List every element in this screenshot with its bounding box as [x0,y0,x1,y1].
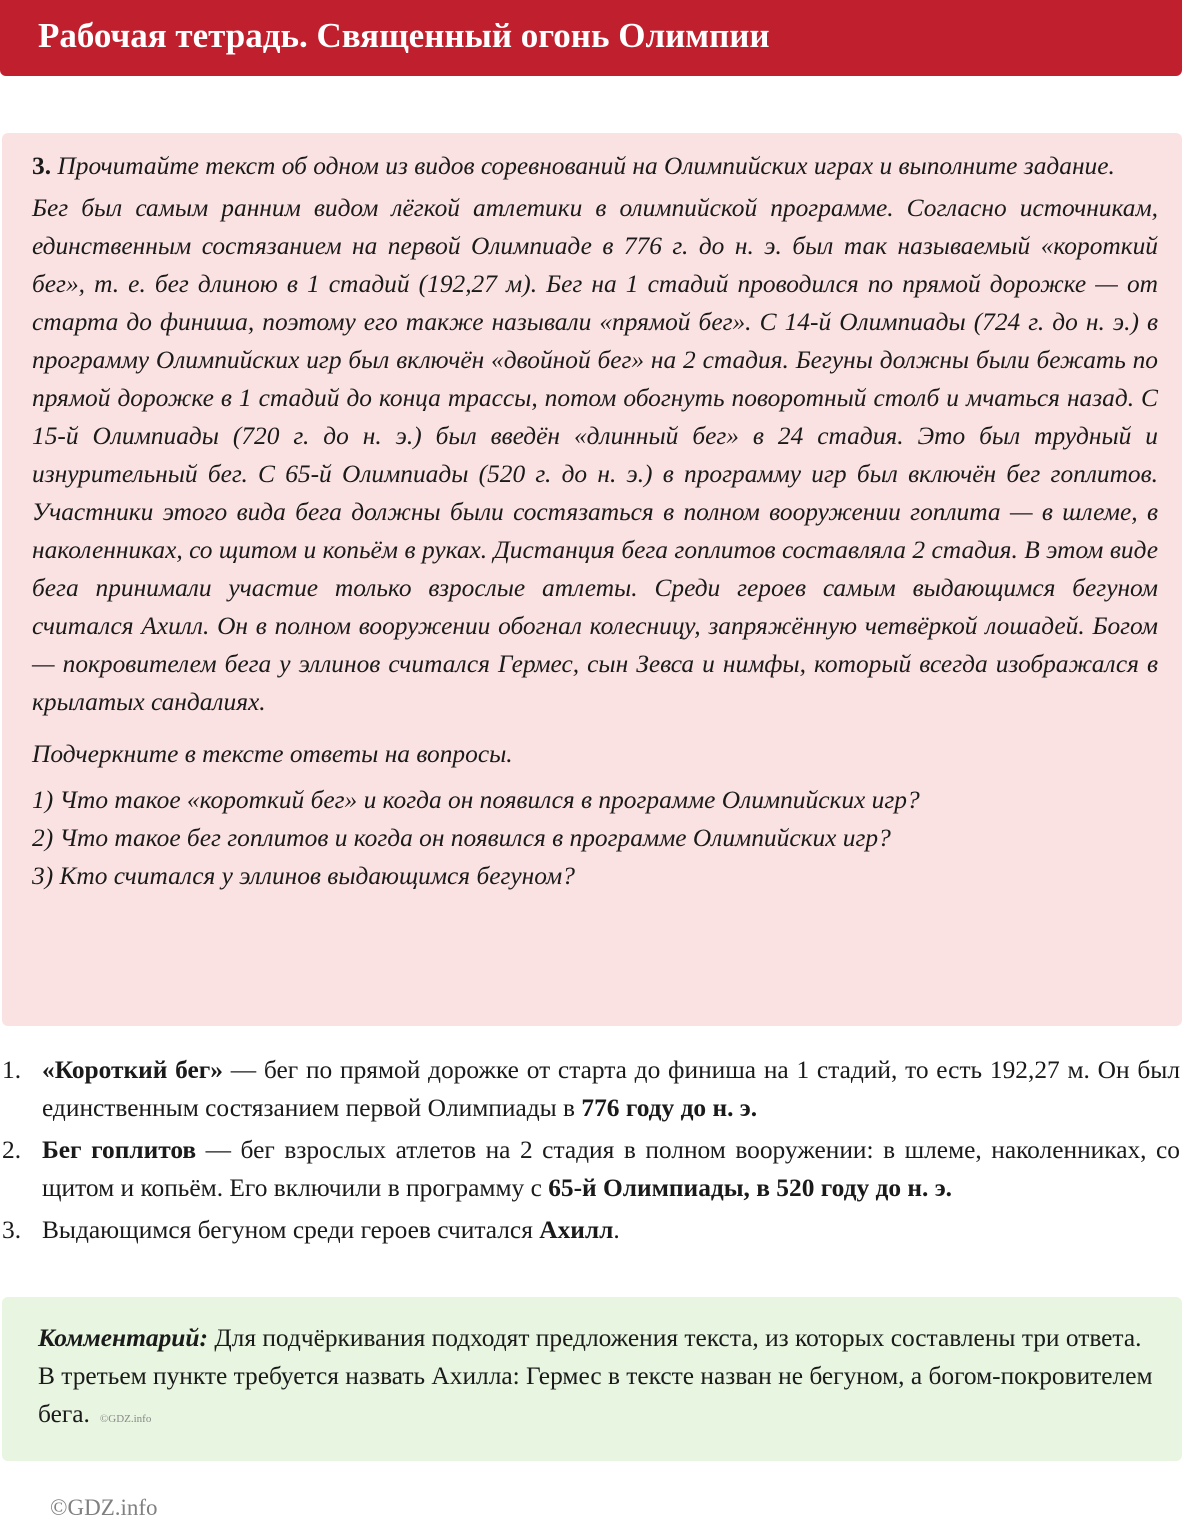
comment-box [2,1297,1182,1461]
answer-number: 2. [2,1136,22,1164]
footer-copyright: ©GDZ.info [50,1495,158,1520]
task-prompt-text: Прочитайте текст об одном из видов соревнований на Олимпийских играх и выполните задание. [57,152,1115,180]
task-content [32,147,1158,895]
question-list [32,781,1158,895]
answer-text: — бег взрослых атлетов на 2 стадия в полном вооружении: в шлеме, наколенниках, со щитом и копьём. Его включили в программу с [42,1136,1180,1202]
watermark-mark: ©GDZ.info [99,1413,152,1425]
page-title: Рабочая тетрадь. Священный огонь Олимпии [38,16,770,55]
answer-text: Выдающимся бегуном среди героев считался [42,1216,540,1244]
task-prompt [32,147,1158,185]
question-item: 2) Что такое бег гоплитов и когда он появился в программе Олимпийских игр? [32,824,891,852]
answer-term: Бег гоплитов [42,1136,197,1164]
task-number: 3. [32,152,52,180]
comment-content [38,1319,1158,1438]
reading-text: Бег был самым ранним видом лёгкой атлетики в олимпийской программе. Согласно источникам, единственным состязанием на первой Олимпиаде в 776 г. до н. э. был так называемый «короткий бег», т. е. бег длиною в 1 стадий (192,27 м). Бег на 1 стадий проводился по прямой дорожке — от старта до финиша, поэтому его также называли «прямой бег». С 14-й Олимпиады (724 г. до н. э.) в программу Олимпийских игр был включён «двойной бег» на 2 стадия. Бегуны должны были бежать по прямой дорожке в 1 стадий до конца трассы, потом обогнуть поворотный столб и мчаться назад. С 15-й Олимпиады (720 г. до н. э.) был введён «длинный бег» в 24 стадия. Это был трудный и изнурительный бег. С 65-й Олимпиады (520 г. до н. э.) в программу игр был включён бег гоплитов. Участники этого вида бега должны были состязаться в полном вооружении гоплита — в шлеме, в наколенниках, со щитом и копьём в руках. Дистанция бега гоплитов составляла 2 стадия. В этом виде бега принимали участие только взрослые атлеты. Среди героев самым выдающимся бегуном считался Ахилл. Он в полном вооружении обогнал колесницу, запряжённую четвёркой лошадей. Богом — покровителем бега у эллинов считался Гермес, сын Зевса и нимфы, который всегда изображался в крылатых сандалиях. [32,194,1158,716]
page-header [0,0,1182,76]
answer-name: Ахилл [539,1216,614,1244]
task-instruction: Подчеркните в тексте ответы на вопросы. [32,740,513,768]
answer-number: 1. [2,1056,22,1084]
answer-list [0,1051,1180,1253]
comment-text: Для подчёркивания подходят предложения текста, из которых составлены три ответа. В третьем пункте требуется назвать Ахилла: Гермес в тексте назван не бегуном, а богом-покровителем бега. [38,1324,1153,1428]
answer-number: 3. [2,1216,22,1244]
answer-tail: . [613,1216,620,1244]
answer-text: — бег по прямой дорожке от старта до финиша на 1 стадий, то есть 192,27 м. Он был единственным состязанием первой Олимпиады в [42,1056,1180,1122]
question-item: 3) Кто считался у эллинов выдающимся бегуном? [32,862,575,890]
task-box [2,133,1182,1026]
answer-item [0,1051,1180,1127]
question-item: 1) Что такое «короткий бег» и когда он появился в программе Олимпийских игр? [32,786,920,814]
answer-item [0,1211,1180,1249]
comment-label: Комментарий: [38,1324,208,1352]
answer-date: 65-й Олимпиады, в 520 году до н. э. [548,1174,953,1202]
answer-item [0,1131,1180,1207]
answer-date: 776 году до н. э. [581,1094,758,1122]
answer-term: «Короткий бег» [42,1056,223,1084]
